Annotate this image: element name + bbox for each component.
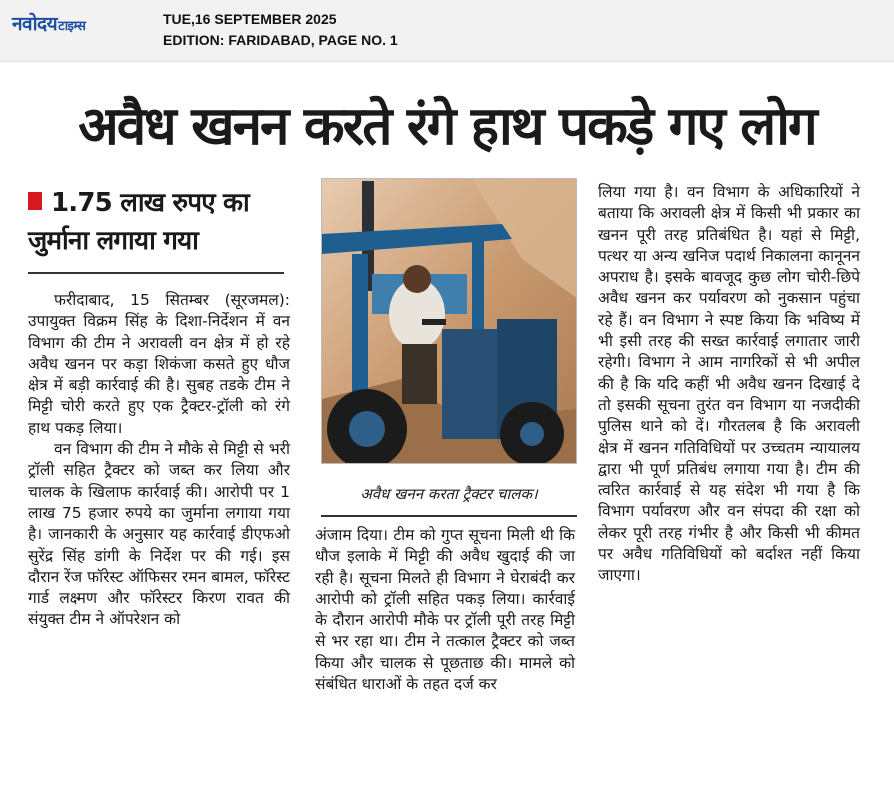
tractor-photo bbox=[321, 178, 577, 464]
edition-date: TUE,16 SEPTEMBER 2025 bbox=[163, 11, 337, 27]
caption-rule bbox=[321, 515, 577, 517]
logo-sub: टाइम्स bbox=[58, 19, 86, 34]
subheadline-text: 1.75 लाख रुपए का जुर्माना लगाया गया bbox=[28, 188, 249, 256]
col1-paragraph-1: फरीदाबाद, 15 सितम्बर (सूरजमल): उपायुक्त विक्रम सिंह के दिशा-निर्देशन में वन विभाग की टीम ने अरावली वन क्षेत्र में हो रहे अवैध खनन पर कड़ा शिकंजा कसते हुए धौज क्षेत्र में बड़ी कार्रवाई की है। सुबह तडके टीम ने मिट्टी चोरी करते हुए एक ट्रैक्टर-ट्रॉली को रंगे हाथ पकड़ लिया। bbox=[28, 291, 290, 437]
page-header bbox=[0, 0, 894, 62]
col2-paragraph: अंजाम दिया। टीम को गुप्त सूचना मिली थी कि धौज इलाके में मिट्टी की अवैध खुदाई की जा रही है। सूचना मिलते ही विभाग ने घेराबंदी कर आरोपी को ट्रॉली सहित पकड़ लिया। कार्रवाई के दौरान आरोपी मौके पर ट्रॉली पूरी तरह मिट्टी से भर रहा था। टीम ने तत्काल ट्रैक्टर को जब्त किया और चालक से पूछताछ की। मामले को संबंधित धाराओं के तहत दर्ज कर bbox=[315, 526, 575, 694]
article-column-3 bbox=[598, 182, 860, 587]
red-square-icon bbox=[28, 192, 42, 210]
tractor-photo-icon bbox=[322, 179, 577, 464]
col3-paragraph: लिया गया है। वन विभाग के अधिकारियों ने बताया कि अरावली क्षेत्र में किसी भी प्रकार का खनन पूरी तरह प्रतिबंधित है। यहां से मिट्टी, पत्थर या अन्य खनिज पदार्थ निकालना कानूनन अपराध है। इसके बावजूद कुछ लोग चोरी-छिपे अवैध खनन कर पर्यावरण को नुकसान पहुंचा रहे हैं। वन विभाग ने स्पष्ट किया कि भविष्य में भी इसी तरह की सख्त कार्रवाई लगातार जारी रहेगी। विभाग ने आम नागरिकों से भी अपील की है कि यदि कहीं भी अवैध खनन दिखाई दे तो इसकी सूचना तुरंत वन विभाग या नजदीकी पुलिस थाने को दें। गौरतलब है कि अरावली क्षेत्र में खनन गतिविधियों पर उच्चतम न्यायालय द्वारा भी पूर्ण प्रतिबंध लगाया गया है। टीम की त्वरित कार्रवाई से यह संदेश भी गया है कि विभाग पर्यावरण और वन संपदा की रक्षा को लेकर पूरी तरह गंभीर है और किसी भी कीमत पर अवैध गतिविधियों को बर्दाश्त नहीं किया जाएगा। bbox=[598, 183, 860, 585]
subheadline bbox=[28, 184, 288, 260]
col1-paragraph-2: वन विभाग की टीम ने मौके से मिट्टी से भरी ट्रॉली सहित ट्रैक्टर को जब्त कर लिया और चालक के खिलाफ कार्रवाई की। आरोपी पर 1 लाख 75 हजार रुपये का जुर्माना लगाया गया है। जानकारी के अनुसार यह कार्रवाई डीएफओ सुरेंद्र सिंह डांगी के निर्देश पर की गई। इस दौरान रेंज फॉरेस्ट ऑफिसर रमन बामल, फॉरेस्ट गार्ड लक्ष्मण और फॉरेस्टर किरण रावत की संयुक्त टीम ने ऑपरेशन को bbox=[28, 440, 290, 629]
headline: अवैध खनन करते रंगे हाथ पकड़े गए लोग bbox=[78, 96, 816, 157]
edition-page: EDITION: FARIDABAD, PAGE NO. 1 bbox=[163, 32, 398, 48]
edition-info bbox=[163, 9, 398, 51]
photo-caption: अवैध खनन करता ट्रैक्टर चालक। bbox=[360, 485, 538, 503]
article-column-2 bbox=[315, 525, 575, 695]
logo-main: नवोदय bbox=[12, 13, 58, 35]
subhead-rule bbox=[28, 272, 284, 274]
article-column-1 bbox=[28, 290, 290, 631]
masthead-logo[interactable] bbox=[12, 10, 85, 36]
